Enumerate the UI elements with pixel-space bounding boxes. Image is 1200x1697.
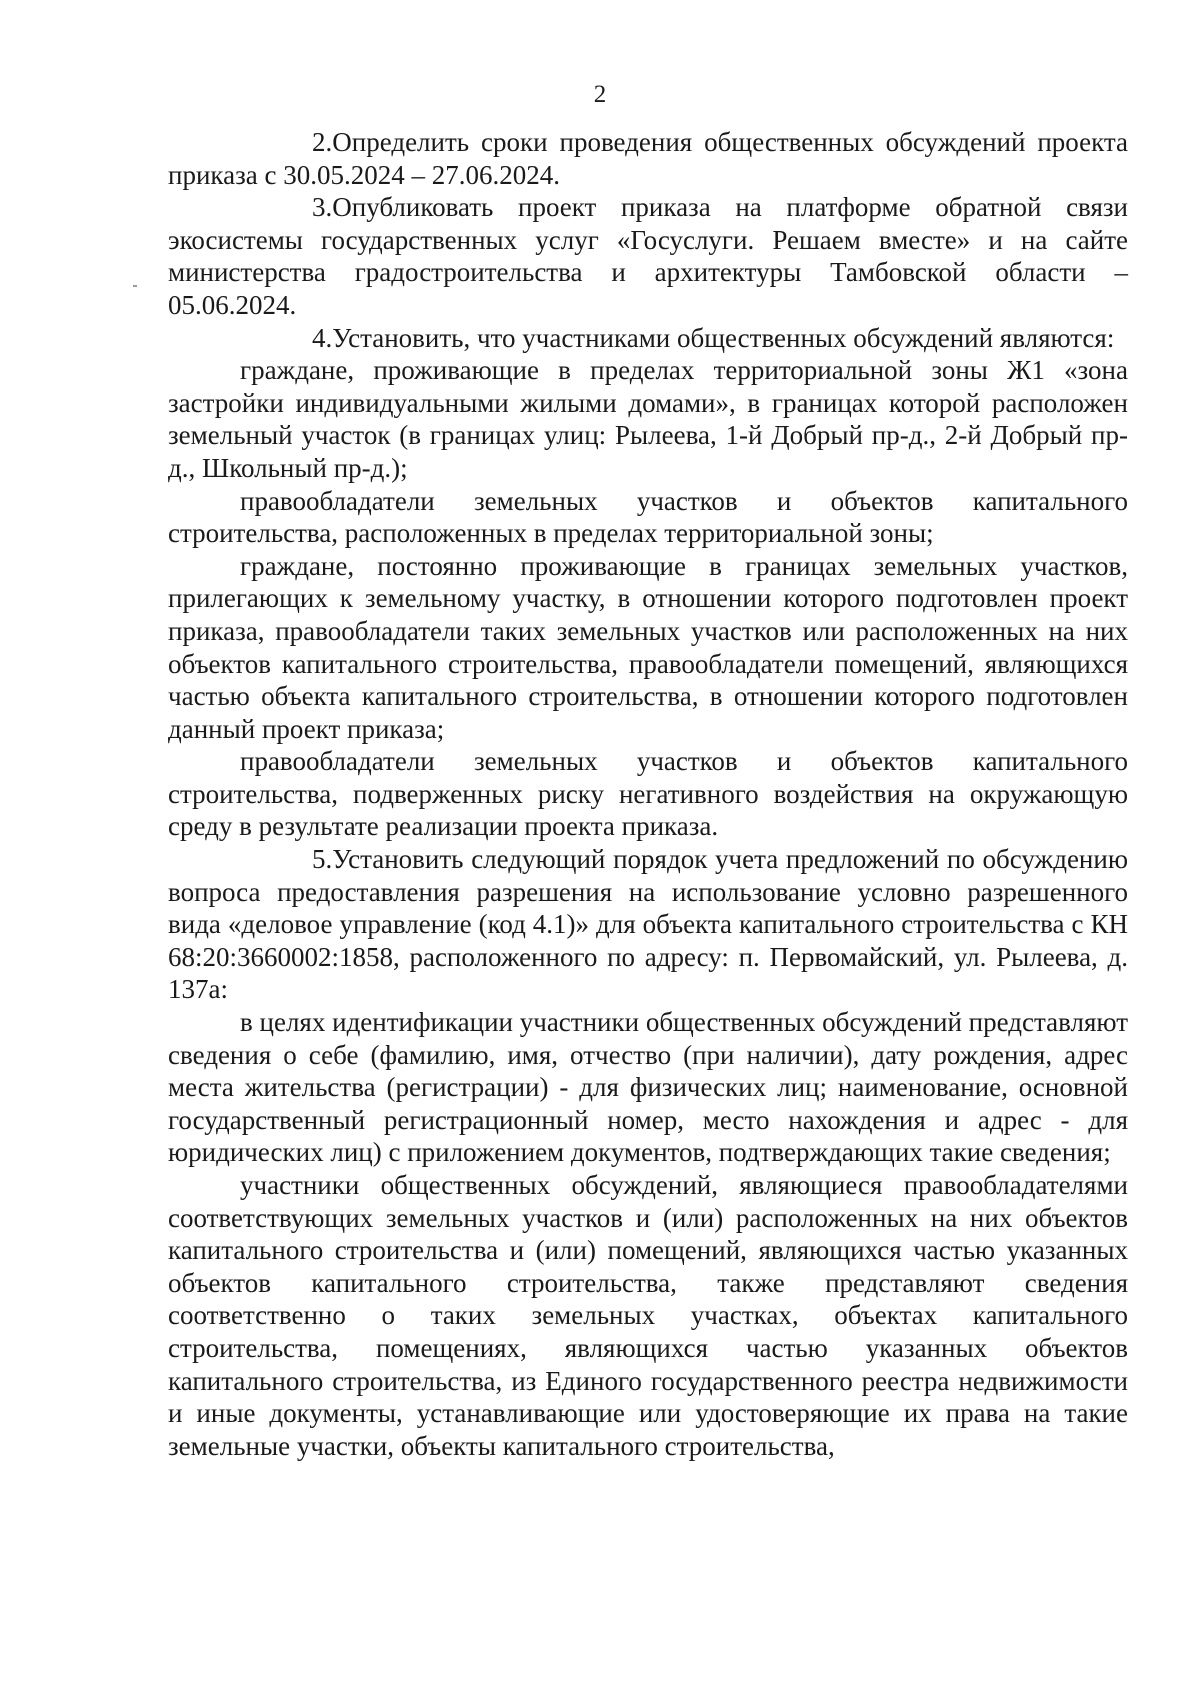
page-number: 2 (593, 81, 607, 108)
document-body (168, 126, 1128, 1462)
paragraph-text: Установить, что участниками общественных обсуждений являются: (332, 322, 1115, 353)
paragraph-text: граждане, проживающие в пределах территориальной зоны Ж1 «зона застройки индивидуальными жилыми домами», в границах которой расположен земельный участок (в границах улиц: Рылеева, 1-й Добрый пр-д., 2-й Добрый пр-д., Школьный пр-д.); (168, 355, 1128, 483)
paragraph-number: 3. (312, 192, 333, 223)
paragraph-text: правообладатели земельных участков и объектов капитального строительства, подверженных риску негативного воздействия на окружающую среду в результате реализации проекта приказа. (168, 746, 1128, 842)
paragraph-3 (168, 191, 1128, 321)
list-item-residents (168, 354, 1128, 484)
paragraph-text: Опубликовать проект приказа на платформе обратной связи экосистемы государственных услуг «Госуслуги. Решаем вместе» и на сайте министерства градостроительства и архитектуры Тамбовской области – 05.06.2024. (168, 192, 1128, 320)
paragraph-number: 2. (312, 127, 333, 157)
margin-mark (133, 285, 137, 287)
paragraph-text: правообладатели земельных участков и объектов капитального строительства, расположенных в пределах территориальной зоны; (168, 485, 1128, 549)
paragraph-text: участники общественных обсуждений, являющиеся правообладателями соответствующих земельных участков и (или) расположенных на них объектов капитального строительства и (или) помещений, являющихся частью указанных объектов капитального строительства, также представляют сведения соответственно о таких земельных участках, объектах капитального строительства, помещениях, являющихся частью указанных объектов капитального строительства, из Единого государственного реестра недвижимости и иные документы, устанавливающие или удостоверяющие их права на такие земельные участки, объекты капитального строительства, (168, 1170, 1128, 1461)
paragraph-4 (168, 322, 1128, 355)
list-item-risk-rightholders (168, 745, 1128, 843)
paragraph-text: в целях идентификации участники общественных обсуждений представляют сведения о себе (фамилию, имя, отчество (при наличии), дату рождения, адрес места жительства (регистрации) - для физических лиц; наименование, основной государственный регистрационный номер, место нахождения и адрес - для юридических лиц) с приложением документов, подтверждающих такие сведения; (168, 1007, 1128, 1168)
list-item-rightholder-documents (168, 1169, 1128, 1462)
paragraph-2 (168, 126, 1128, 191)
paragraph-text: граждане, постоянно проживающие в границах земельных участков, прилегающих к земельному участку, в отношении которого подготовлен проект приказа, правообладатели таких земельных участков или расположенных на них объектов капитального строительства, правообладатели помещений, являющихся частью объекта капитального строительства, в отношении которого подготовлен данный проект приказа; (168, 550, 1128, 744)
paragraph-text: Установить следующий порядок учета предложений по обсуждению вопроса предоставления разрешения на использование условно разрешенного вида «деловое управление (код 4.1)» для объекта капитального строительства с КН 68:20:3660002:1858, расположенного по адресу: п. Первомайский, ул. Рылеева, д. 137а: (168, 844, 1128, 1005)
list-item-adjacent-residents (168, 550, 1128, 746)
paragraph-text: Определить сроки проведения общественных обсуждений проекта приказа с 30.05.2024 – 27.06.2024. (168, 127, 1128, 190)
paragraph-number: 4. (312, 322, 333, 353)
paragraph-5 (168, 843, 1128, 1006)
list-item-rightholders-zone (168, 485, 1128, 550)
paragraph-number: 5. (312, 844, 333, 875)
list-item-identification (168, 1006, 1128, 1169)
